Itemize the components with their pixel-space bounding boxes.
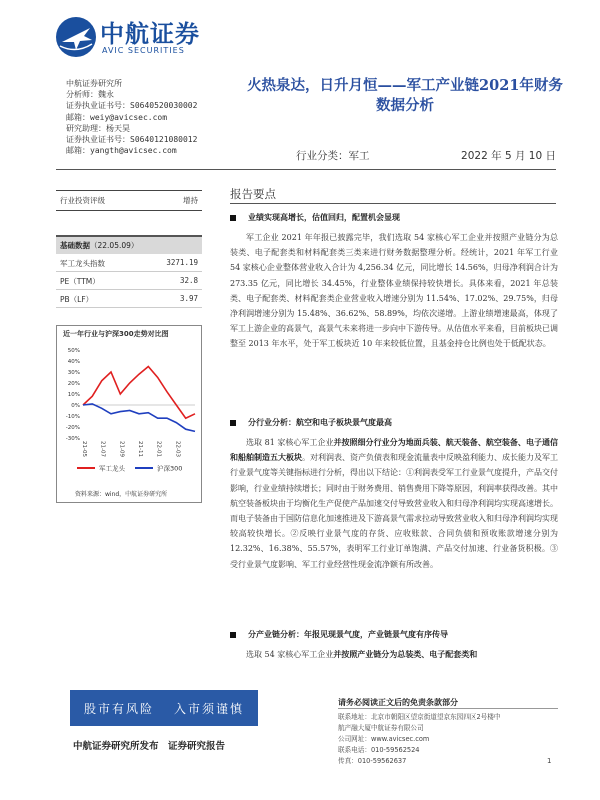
emphasis-text: 并按照产业链分为总装类、电子配套类和 (333, 649, 478, 659)
x-tick-label: 22-01 (155, 441, 162, 457)
bullet-icon (230, 215, 236, 221)
info-line: 研究助理：杨天昊 (66, 123, 130, 133)
info-line[interactable]: 邮箱：weiy@avicsec.com (66, 112, 168, 122)
y-tick-label: 40% (67, 359, 80, 365)
rating-box (56, 190, 202, 211)
meta-bar (296, 148, 556, 163)
section-title (230, 628, 558, 641)
x-tick-label: 21-07 (99, 441, 106, 457)
section-1 (230, 211, 558, 352)
divider (56, 169, 556, 170)
disclaimer-note[interactable]: 请务必阅读正文后的免责条款部分 (338, 698, 458, 707)
page-number: 1 (547, 757, 552, 765)
report-title: 火热泉达，日升月恒——军工产业链2021年财务数据分析 (247, 77, 563, 114)
table-row (56, 272, 202, 290)
y-tick-label: 30% (67, 370, 80, 376)
bullet-icon (230, 632, 236, 638)
rating-label: 行业投资评级 (60, 196, 105, 205)
section-title (230, 211, 558, 224)
bullet-icon (230, 420, 236, 426)
y-tick-label: -20% (65, 425, 80, 431)
table-row (56, 290, 202, 308)
section-title-text: 业绩实现高增长，估值回归，配置机会显现 (248, 213, 400, 222)
contact-line: 传真：010-59562637 (338, 757, 407, 765)
section-3 (230, 628, 558, 662)
row-label: 军工龙头指数 (60, 259, 105, 268)
row-value: 3271.19 (166, 258, 198, 267)
divider (230, 203, 556, 204)
section-title-text: 分产业链分析：年报见现景气度，产业链景气度有序传导 (248, 630, 448, 639)
legend-label: 沪深300 (157, 464, 183, 473)
report-date: 2022 年 5 月 10 日 (461, 150, 556, 162)
series-line-0 (83, 367, 195, 419)
y-tick-label: 10% (67, 392, 80, 398)
x-tick-label: 21-09 (118, 441, 125, 457)
legend-label: 军工龙头 (99, 464, 125, 473)
paragraph: 军工企业 2021 年年报已披露完毕，我们选取 54 家核心军工企业并按照产业链分为总装类、电子配套类和材料配套类三类来进行财务数据整理分析。经统计，2021 年军工行业 54 家核心企业整体营业收入合计为 4,256.34 亿元，同比增长 14.56%，归母净利润合计为 273.35 亿元，同比增长 34.45%，行业整体业绩保持较快增长。具体来看，2021 年总装类、电子配套类、材料配套类企业营业收入增速分别为 11.54%、17.02%、29.75%，归母净利润增速分别为 15.48%、36.62%、58.89%，均依次递增。上游业绩增速最高，体现了军工上游企业的高景气，高景气未来将进一步向中下游传导。从估值水平来看，目前板块已调整至 2013 年水平，处于军工板块近 10 年来较低位置，且基金持仓比例也处于低配状态。 (230, 233, 558, 349)
contact-line: 航产融大厦中航证券有限公司 (338, 724, 424, 732)
info-line: 中航证券研究所 (66, 79, 122, 88)
x-tick-label: 21-11 (137, 441, 143, 457)
basic-data-date: （22.05.09） (90, 241, 139, 250)
analyst-info (66, 78, 197, 156)
chart-title: 近一年行业与沪深300走势对比图 (63, 330, 169, 338)
plane-logo-icon (54, 14, 98, 60)
y-tick-label: 20% (67, 381, 80, 387)
info-line[interactable]: 邮箱：yangth@avicsec.com (66, 146, 177, 156)
y-tick-label: -10% (65, 414, 80, 420)
basic-data-table (56, 235, 202, 308)
emphasis-text: 并按照细分行业分为地面兵装、航天装备、航空装备、电子通信和船舶制造五大板块 (230, 437, 559, 463)
rating-value: 增持 (183, 196, 198, 205)
risk-slogan-band (70, 690, 258, 726)
slogan-a: 股市有风险 (83, 701, 154, 716)
info-line: 分析师：魏永 (66, 90, 114, 100)
contact-line: 联系地址：北京市朝阳区望京街道望京东园四区2号楼中 (338, 713, 501, 721)
publisher: 中航证券研究所发布 (73, 741, 159, 752)
basic-data-title: 基础数据 (60, 241, 90, 250)
row-label: PB（LF） (60, 295, 94, 304)
row-label: PE（TTM） (60, 277, 100, 286)
section-title (230, 416, 558, 429)
section-2 (230, 416, 558, 572)
basic-data-head (56, 235, 202, 254)
contact-line[interactable]: 公司网址：www.avicsec.com (338, 735, 430, 743)
paragraph: 选取 81 家核心军工企业并按照细分行业分为地面兵装、航天装备、航空装备、电子通信和船舶制造五大板块。对利润表、资产负债表和现金流量表中反映盈利能力、成长能力及军工行业景气度等关键指标进行分析，得出以下结论：①利润表受军工行业景气度提升，产品交付影响，行业业绩持续增长；同时由于财务费用、销售费用下降等原因，利润率获得改善。其中航空装备板块由于均衡化生产促使产品加速交付导致营业收入和归母净利润均实现高速增长。而电子装备由于国防信息化加速推进及下游高景气需求拉动导致营业收入和归母净利润均实现较高较快增长。②反映行业景气度的存货、应收账款、合同负债和预收账款增速分别为 12.32%、16.38%、55.57%，表明军工行业订单饱满、产品交付加速、行业备货积极。③受行业景气度影响、军工行业经营性现金流净额有所改善。 (230, 437, 559, 569)
x-tick-label: 22-03 (174, 441, 181, 457)
paragraph: 选取 54 家核心军工企业并按照产业链分为总装类、电子配套类和 (246, 649, 478, 659)
section-title-text: 分行业分析：航空和电子板块景气度最高 (248, 418, 392, 427)
y-tick-label: -30% (65, 436, 80, 442)
company-logo (54, 12, 224, 62)
trend-chart (56, 325, 202, 503)
info-line: 证券执业证书号：S0640121080012 (66, 135, 198, 145)
y-tick-label: 50% (67, 348, 80, 354)
report-type: 证券研究报告 (168, 741, 226, 752)
logo-en: AVIC SECURITIES (102, 46, 185, 55)
row-value: 3.97 (179, 294, 198, 303)
logo-cn: 中航证券 (100, 20, 200, 48)
x-tick-label: 21-05 (81, 441, 87, 457)
industry-category: 行业分类：军工 (296, 150, 370, 162)
table-row (56, 254, 202, 272)
chart-source: 资料来源：wind，中航证券研究所 (75, 491, 168, 498)
y-tick-label: 0% (71, 403, 80, 409)
divider (338, 708, 558, 709)
report-heading: 报告要点 (230, 187, 276, 201)
chart-plot (57, 338, 203, 488)
row-value: 32.8 (179, 276, 198, 285)
slogan-b: 入市须谨慎 (174, 701, 245, 716)
info-line: 证券执业证书号：S0640520030002 (66, 101, 198, 111)
contact-line: 联系电话：010-59562524 (338, 746, 420, 754)
